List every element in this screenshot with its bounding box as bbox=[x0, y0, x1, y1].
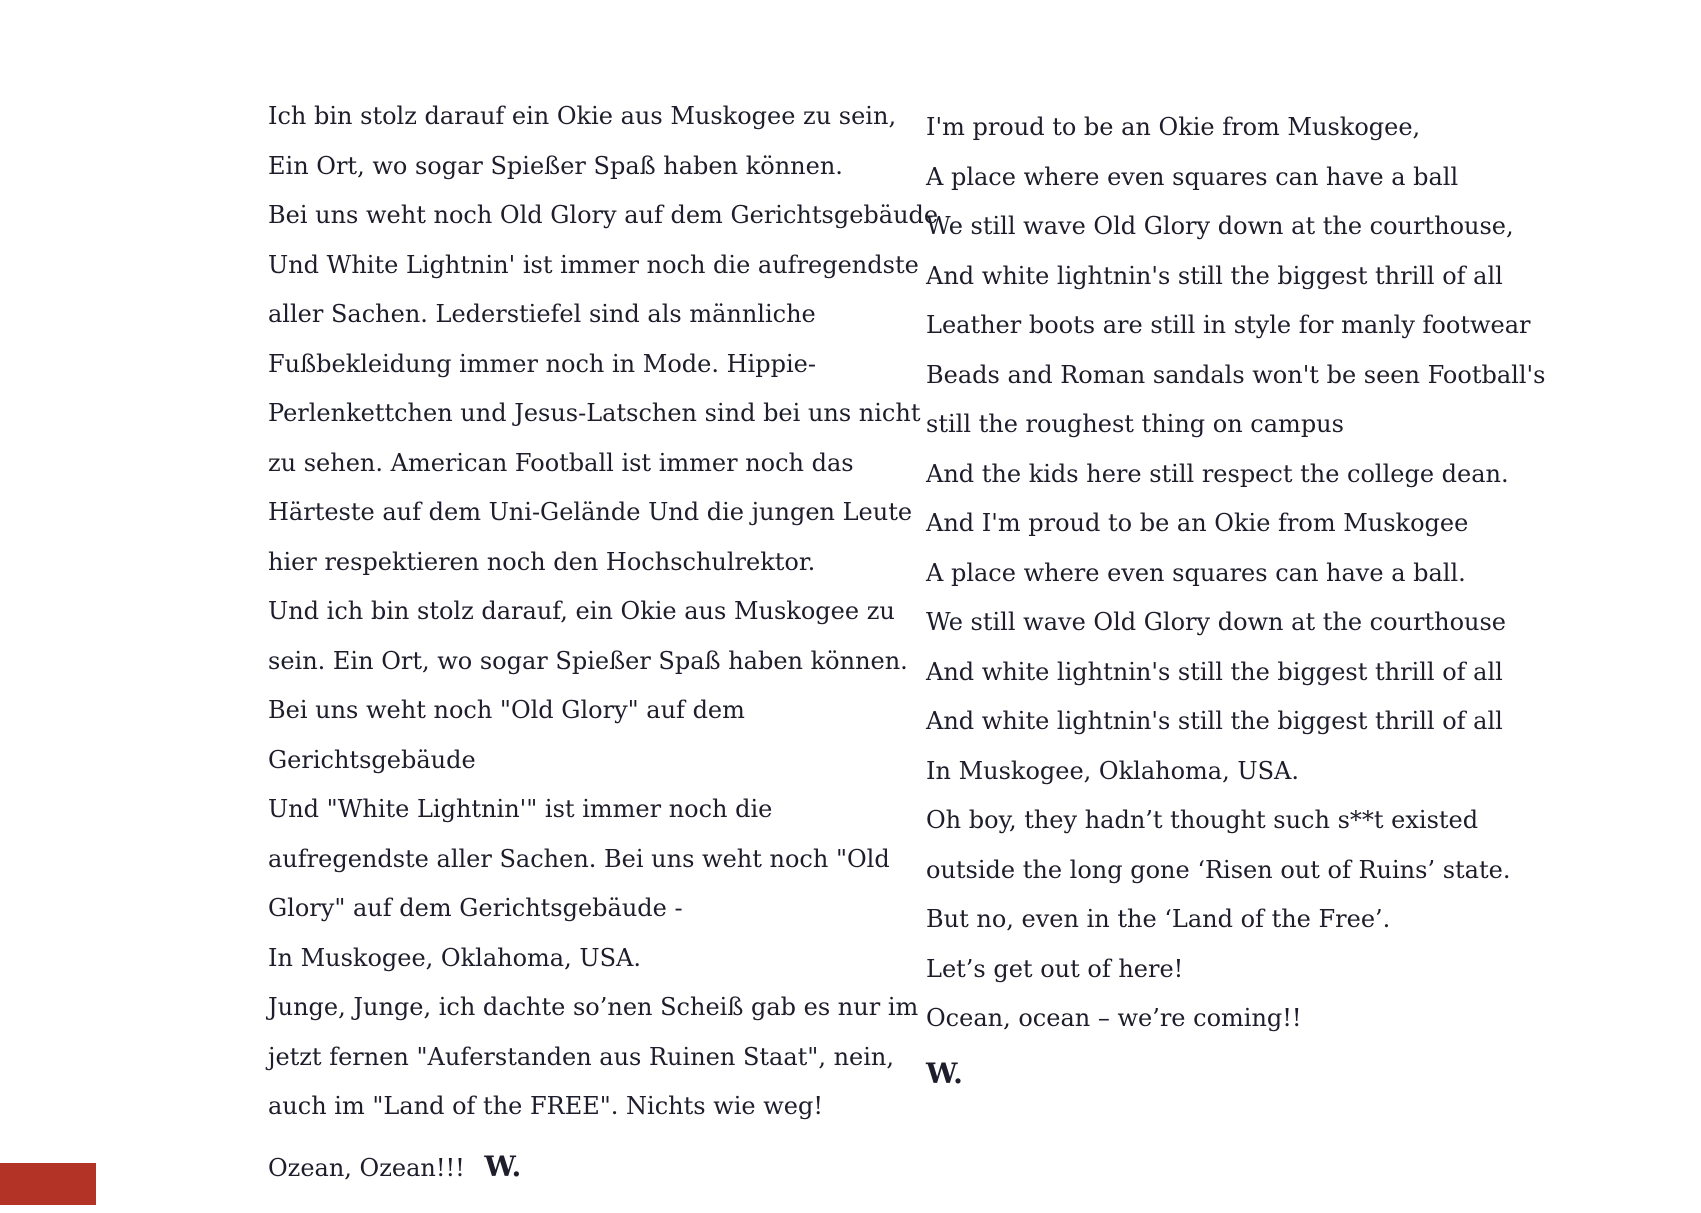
english-line: Leather boots are still in style for manly footwear bbox=[926, 311, 1531, 339]
english-line: But no, even in the ‘Land of the Free’. bbox=[926, 905, 1391, 933]
english-line: We still wave Old Glory down at the courthouse bbox=[926, 608, 1507, 636]
english-line: And white lightnin's still the biggest thrill of all bbox=[926, 657, 1503, 686]
german-line: Bei uns weht noch Old Glory auf dem Gerichtsgebäude bbox=[268, 201, 939, 229]
german-closing-line bbox=[268, 1142, 908, 1194]
english-line: still the roughest thing on campus bbox=[926, 410, 1344, 438]
german-line: Bei uns weht noch "Old Glory" auf dem bbox=[268, 696, 745, 724]
english-line: A place where even squares can have a ball. bbox=[926, 558, 1466, 587]
german-line: sein. Ein Ort, wo sogar Spießer Spaß haben können. bbox=[268, 646, 908, 675]
english-line: And white lightnin's still the biggest thrill of all bbox=[926, 261, 1503, 290]
german-line: Gerichtsgebäude bbox=[268, 745, 476, 774]
english-line: Ocean, ocean – we’re coming!! bbox=[926, 1004, 1302, 1032]
german-line: Junge, Junge, ich dachte so’nen Scheiß gab es nur im bbox=[268, 993, 919, 1021]
german-line: zu sehen. American Football ist immer noch das bbox=[268, 448, 854, 477]
english-line: We still wave Old Glory down at the courthouse, bbox=[926, 212, 1514, 240]
english-line: And the kids here still respect the college dean. bbox=[926, 459, 1509, 488]
english-line: I'm proud to be an Okie from Muskogee, bbox=[926, 113, 1421, 141]
german-line: Härteste auf dem Uni-Gelände Und die jungen Leute bbox=[268, 498, 913, 526]
english-line: And I'm proud to be an Okie from Muskogee bbox=[926, 509, 1469, 537]
german-line: auch im "Land of the FREE". Nichts wie weg! bbox=[268, 1092, 824, 1120]
english-signature: W. bbox=[926, 1056, 963, 1090]
german-signature: W. bbox=[484, 1149, 522, 1183]
german-line: Glory" auf dem Gerichtsgebäude - bbox=[268, 894, 683, 922]
german-line: Fußbekleidung immer noch in Mode. Hippie- bbox=[268, 349, 816, 378]
english-line: In Muskogee, Oklahoma, USA. bbox=[926, 756, 1299, 785]
english-line: A place where even squares can have a ball bbox=[926, 162, 1459, 191]
english-line: Oh boy, they hadn’t thought such s**t existed bbox=[926, 806, 1479, 834]
german-line: In Muskogee, Oklahoma, USA. bbox=[268, 943, 641, 972]
german-line: Perlenkettchen und Jesus-Latschen sind bei uns nicht bbox=[268, 399, 921, 427]
german-line: Ich bin stolz darauf ein Okie aus Muskogee zu sein, bbox=[268, 102, 897, 130]
german-line: aller Sachen. Lederstiefel sind als männliche bbox=[268, 300, 816, 328]
german-line: hier respektieren noch den Hochschulrektor. bbox=[268, 547, 816, 576]
german-closing: Ozean, Ozean!!! bbox=[268, 1153, 465, 1182]
german-line: Ein Ort, wo sogar Spießer Spaß haben können. bbox=[268, 151, 843, 180]
german-lyrics-column bbox=[268, 92, 939, 1193]
accent-bar bbox=[0, 1163, 96, 1205]
german-line: Und "White Lightnin'" ist immer noch die bbox=[268, 795, 773, 823]
english-lyrics-column bbox=[926, 103, 1626, 1094]
english-line: And white lightnin's still the biggest thrill of all bbox=[926, 707, 1503, 735]
german-line: Und White Lightnin' ist immer noch die aufregendste bbox=[268, 250, 919, 279]
german-line: aufregendste aller Sachen. Bei uns weht noch "Old bbox=[268, 844, 890, 873]
german-line: jetzt fernen "Auferstanden aus Ruinen Staat", nein, bbox=[268, 1042, 895, 1071]
english-line: Let’s get out of here! bbox=[926, 954, 1184, 983]
german-line: Und ich bin stolz darauf, ein Okie aus Muskogee zu bbox=[268, 597, 895, 625]
english-line: outside the long gone ‘Risen out of Ruins’ state. bbox=[926, 855, 1511, 884]
english-line: Beads and Roman sandals won't be seen Football's bbox=[926, 360, 1546, 389]
